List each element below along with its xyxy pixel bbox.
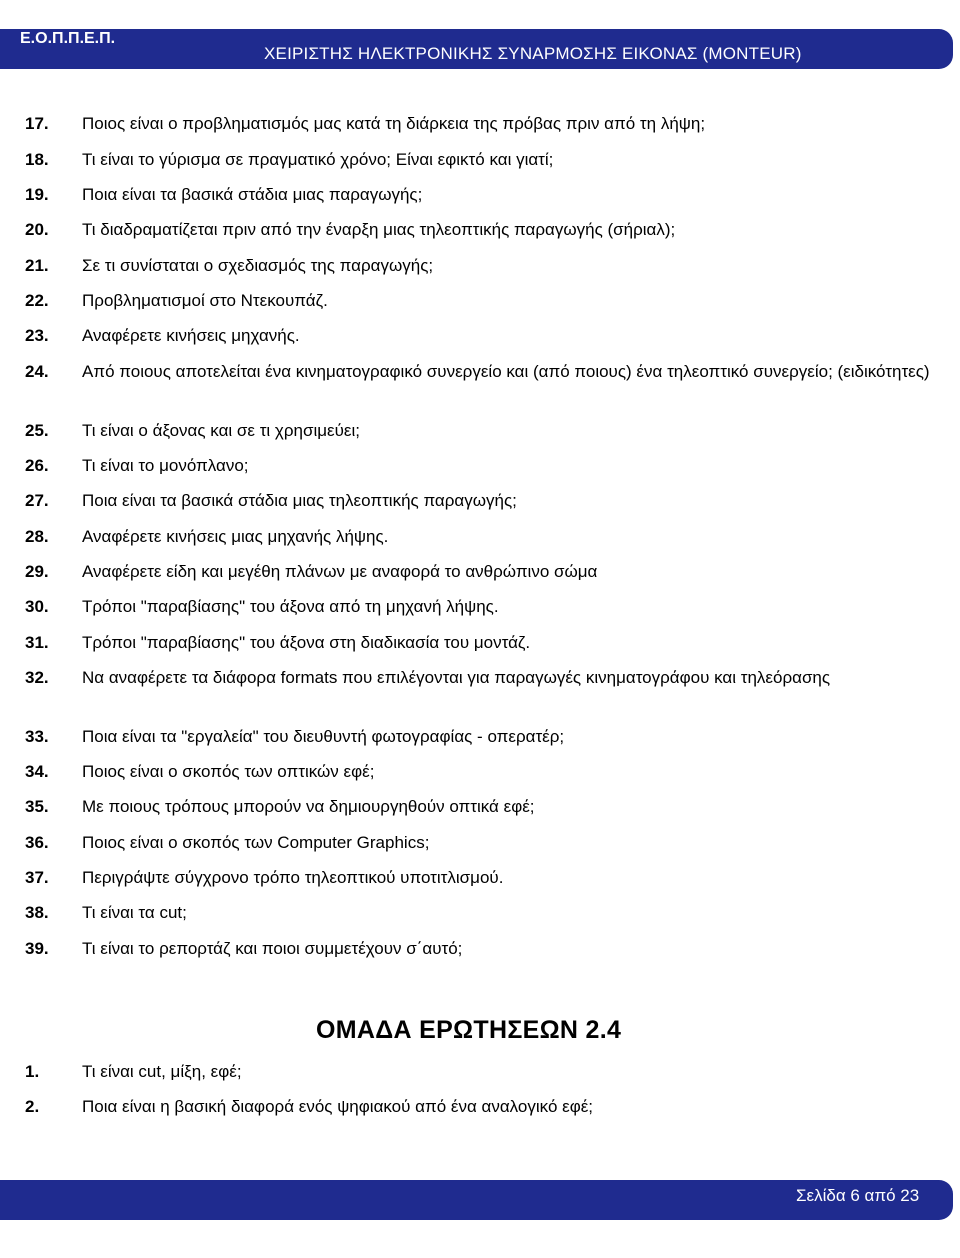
- question-text: Τι διαδραματίζεται πριν από την έναρξη μιας τηλεοπτικής παραγωγής (σήριαλ);: [82, 220, 676, 239]
- document-title: ΧΕΙΡΙΣΤΗΣ ΗΛΕΚΤΡΟΝΙΚΗΣ ΣΥΝΑΡΜΟΣΗΣ ΕΙΚΟΝΑΣ (MONTEUR): [264, 44, 802, 63]
- page-number: Σελίδα 6 από 23: [796, 1186, 920, 1205]
- question-number: 27.: [25, 491, 49, 510]
- question-number: 34.: [25, 762, 49, 781]
- question-number: 20.: [25, 220, 49, 239]
- question-item: [25, 631, 933, 655]
- question-item: [25, 937, 933, 961]
- question-number: 37.: [25, 868, 49, 887]
- question-item: [25, 866, 933, 890]
- question-text: Ποια είναι τα βασικά στάδια μιας τηλεοπτικής παραγωγής;: [82, 491, 517, 510]
- question-number: 32.: [25, 668, 49, 687]
- question-number: 36.: [25, 833, 49, 852]
- question-number: 28.: [25, 527, 49, 546]
- question-text: Τρόποι "παραβίασης" του άξονα από τη μηχανή λήψης.: [82, 597, 499, 616]
- question-item: [25, 901, 933, 925]
- question-item: [25, 1095, 933, 1119]
- question-item: [25, 760, 933, 784]
- question-text: Περιγράψτε σύγχρονο τρόπο τηλεοπτικού υποτιτλισμού.: [82, 868, 504, 887]
- question-text: Ποια είναι τα "εργαλεία" του διευθυντή φωτογραφίας - οπερατέρ;: [82, 727, 565, 746]
- question-item: [25, 595, 933, 619]
- question-text: Τι είναι cut, μίξη, εφέ;: [82, 1062, 242, 1081]
- question-text: Αναφέρετε είδη και μεγέθη πλάνων με αναφορά το ανθρώπινο σώμα: [82, 562, 598, 581]
- question-text: Ποιος είναι ο σκοπός των οπτικών εφέ;: [82, 762, 375, 781]
- question-item: [25, 795, 933, 819]
- question-number: 21.: [25, 256, 49, 275]
- question-number: 33.: [25, 727, 49, 746]
- section-heading: ΟΜΑΔΑ ΕΡΩΤΗΣΕΩΝ 2.4: [316, 1016, 622, 1044]
- question-number: 23.: [25, 326, 49, 345]
- question-number: 18.: [25, 150, 49, 169]
- question-item: [25, 218, 933, 242]
- question-number: 39.: [25, 939, 49, 958]
- question-text: Τι είναι τα cut;: [82, 903, 187, 922]
- question-text: Αναφέρετε κινήσεις μιας μηχανής λήψης.: [82, 527, 389, 546]
- question-number: 19.: [25, 185, 49, 204]
- question-item: [25, 454, 933, 478]
- question-item: [25, 560, 933, 584]
- question-text: Τι είναι το γύρισμα σε πραγματικό χρόνο; Είναι εφικτό και γιατί;: [82, 150, 554, 169]
- question-item: [25, 183, 933, 207]
- question-text: Από ποιους αποτελείται ένα κινηματογραφικό συνεργείο και (από ποιους) ένα τηλεοπτικό συνεργείο; (ειδικότητες): [82, 362, 930, 381]
- question-item: [25, 324, 933, 348]
- question-text: Ποιος είναι ο σκοπός των Computer Graphics;: [82, 833, 430, 852]
- question-text: Αναφέρετε κινήσεις μηχανής.: [82, 326, 300, 345]
- question-text: Ποια είναι τα βασικά στάδια μιας παραγωγής;: [82, 185, 423, 204]
- question-number: 24.: [25, 362, 49, 381]
- question-number: 29.: [25, 562, 49, 581]
- question-number: 26.: [25, 456, 49, 475]
- question-number: 2.: [25, 1097, 40, 1116]
- question-number: 17.: [25, 114, 49, 133]
- question-text: Με ποιους τρόπους μπορούν να δημιουργηθούν οπτικά εφέ;: [82, 797, 535, 816]
- question-text: Τρόποι "παραβίασης" του άξονα στη διαδικασία του μοντάζ.: [82, 633, 531, 652]
- question-text: Σε τι συνίσταται ο σχεδιασμός της παραγωγής;: [82, 256, 434, 275]
- question-number: 38.: [25, 903, 49, 922]
- question-number: 22.: [25, 291, 49, 310]
- question-number: 31.: [25, 633, 49, 652]
- question-text: Να αναφέρετε τα διάφορα formats που επιλέγονται για παραγωγές κινηματογράφου και τηλεόρασης: [82, 668, 831, 687]
- question-text: Ποια είναι η βασική διαφορά ενός ψηφιακού από ένα αναλογικό εφέ;: [82, 1097, 594, 1116]
- question-number: 1.: [25, 1062, 40, 1081]
- question-number: 25.: [25, 421, 49, 440]
- question-number: 30.: [25, 597, 49, 616]
- question-number: 35.: [25, 797, 49, 816]
- question-item: [25, 254, 933, 278]
- organization-label: Ε.Ο.Π.Π.Ε.Π.: [20, 30, 116, 47]
- question-item: [25, 148, 933, 172]
- question-item: [25, 489, 933, 513]
- question-item: [25, 725, 933, 749]
- question-item: [25, 289, 933, 313]
- question-item: [25, 831, 933, 855]
- question-text: Προβληματισμοί στο Ντεκουπάζ.: [82, 291, 328, 310]
- question-text: Τι είναι ο άξονας και σε τι χρησιμεύει;: [82, 421, 360, 440]
- question-item: [25, 419, 933, 443]
- question-item: [25, 525, 933, 549]
- question-item: [25, 666, 933, 690]
- question-item: [25, 112, 933, 136]
- question-text: Τι είναι το μονόπλανο;: [82, 456, 249, 475]
- question-item: [25, 1060, 933, 1084]
- question-text: Ποιος είναι ο προβληματισμός μας κατά τη διάρκεια της πρόβας πριν από τη λήψη;: [82, 114, 706, 133]
- question-item: [25, 360, 933, 384]
- question-text: Τι είναι το ρεπορτάζ και ποιοι συμμετέχουν σ΄αυτό;: [82, 939, 463, 958]
